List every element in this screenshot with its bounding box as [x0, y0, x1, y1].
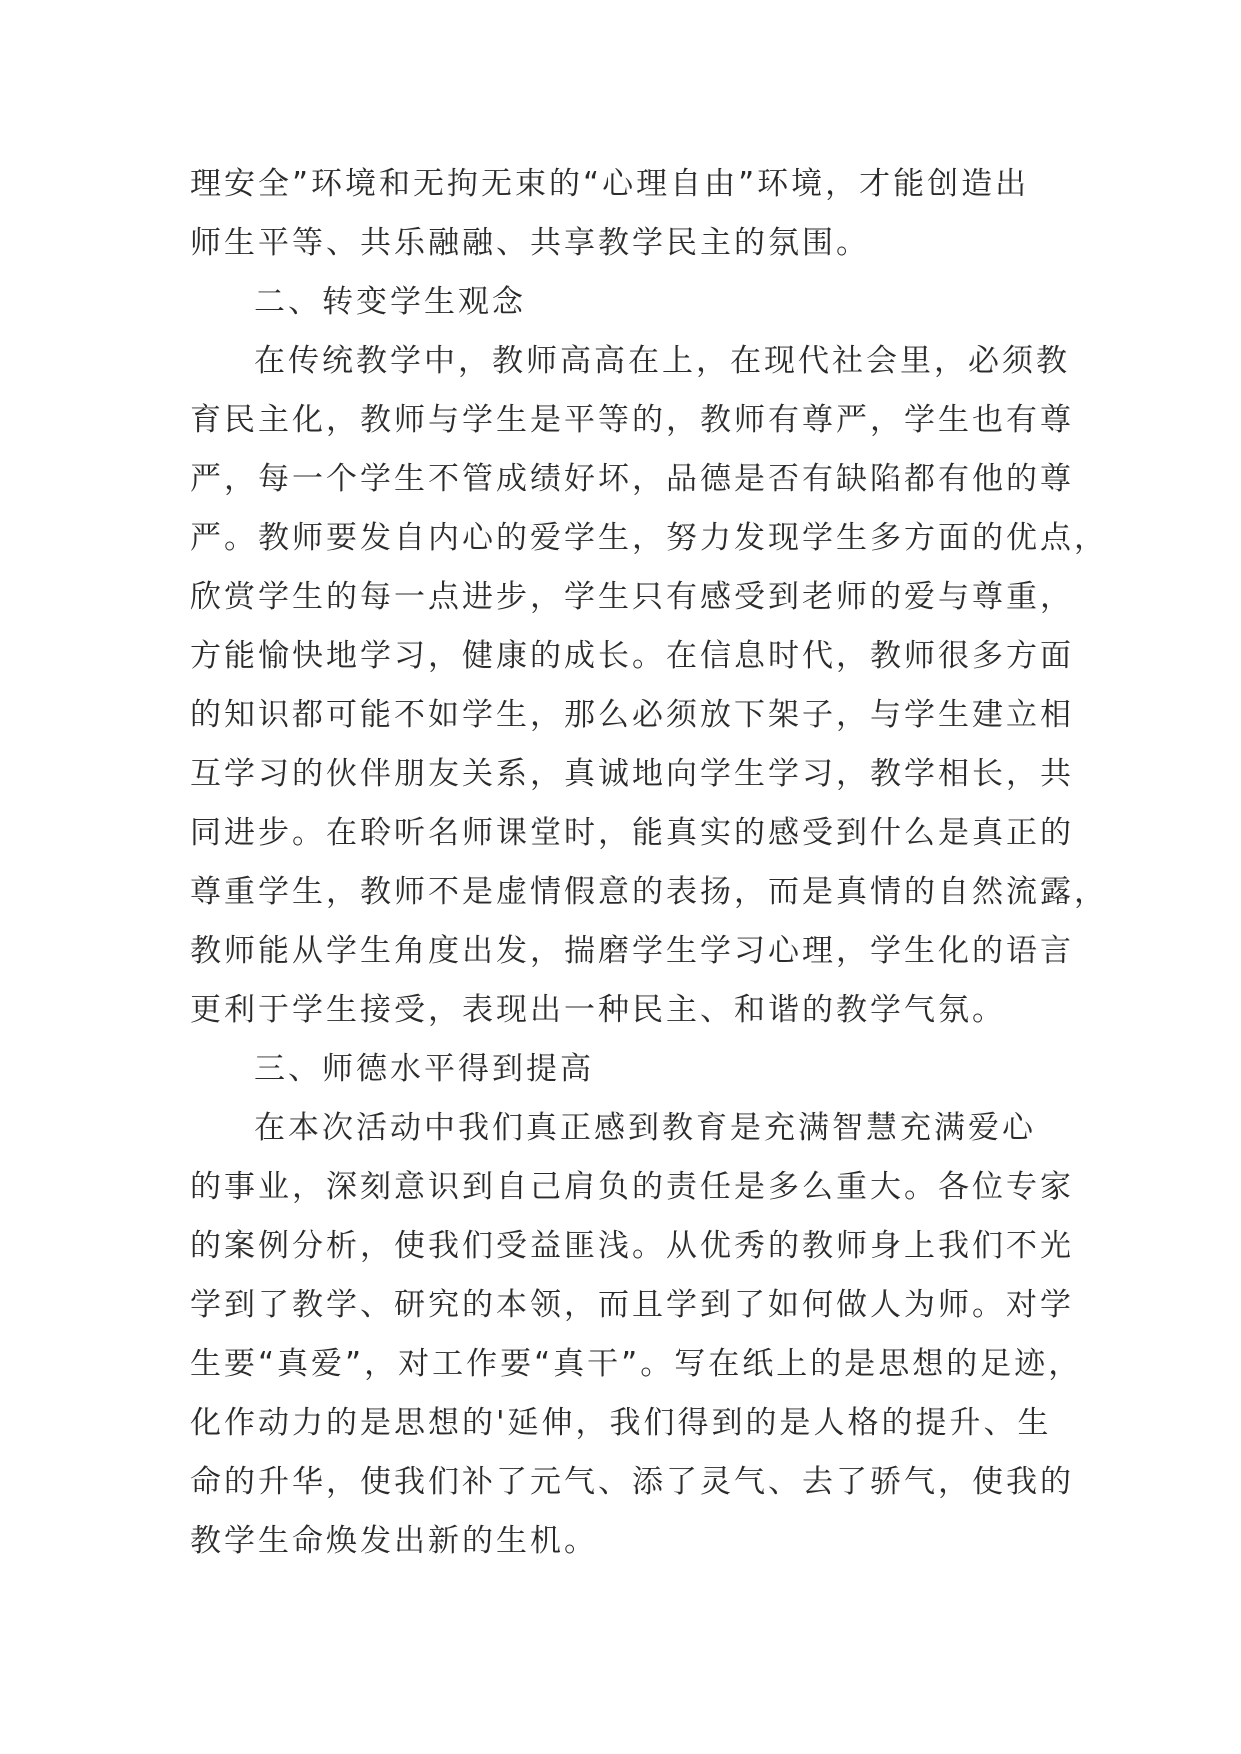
- text-line: 化作动力的是思想的'延伸，我们得到的是人格的提升、生: [190, 1405, 1052, 1441]
- text-line: 互学习的伙伴朋友关系，真诚地向学生学习，教学相长，共: [190, 756, 1074, 792]
- text-line: 的事业，深刻意识到自己肩负的责任是多么重大。各位专家: [190, 1169, 1074, 1205]
- text-line: 师生平等、共乐融融、共享教学民主的氛围。: [190, 225, 870, 261]
- text-line: 命的升华，使我们补了元气、添了灵气、去了骄气，使我的: [190, 1464, 1074, 1500]
- text-line: 三、师德水平得到提高: [254, 1051, 594, 1087]
- text-line: 在本次活动中我们真正感到教育是充满智慧充满爱心: [254, 1110, 1036, 1146]
- text-line: 育民主化，教师与学生是平等的，教师有尊严，学生也有尊: [190, 402, 1074, 438]
- text-line: 严，每一个学生不管成绩好坏，品德是否有缺陷都有他的尊: [190, 461, 1074, 497]
- text-line: 教学生命焕发出新的生机。: [190, 1523, 598, 1559]
- text-line: 学到了教学、研究的本领，而且学到了如何做人为师。对学: [190, 1287, 1074, 1323]
- text-line: 严。教师要发自内心的爱学生，努力发现学生多方面的优点，: [190, 520, 1108, 556]
- text-line: 欣赏学生的每一点进步，学生只有感受到老师的爱与尊重，: [190, 579, 1074, 615]
- document-body: [190, 155, 1108, 1571]
- text-line: 的知识都可能不如学生，那么必须放下架子，与学生建立相: [190, 697, 1074, 733]
- text-line: 理安全”环境和无拘无束的“心理自由”环境，才能创造出: [190, 166, 1030, 202]
- text-line: 更利于学生接受，表现出一种民主、和谐的教学气氛。: [190, 992, 1006, 1028]
- text-line: 生要“真爱”，对工作要“真干”。写在纸上的是思想的足迹，: [190, 1346, 1083, 1382]
- text-line: 在传统教学中，教师高高在上，在现代社会里，必须教: [254, 343, 1070, 379]
- text-line: 的案例分析，使我们受益匪浅。从优秀的教师身上我们不光: [190, 1228, 1074, 1264]
- text-line: 尊重学生，教师不是虚情假意的表扬，而是真情的自然流露，: [190, 874, 1108, 910]
- text-line: 教师能从学生角度出发，揣磨学生学习心理，学生化的语言: [190, 933, 1074, 969]
- text-line: 同进步。在聆听名师课堂时，能真实的感受到什么是真正的: [190, 815, 1074, 851]
- text-line: 方能愉快地学习，健康的成长。在信息时代，教师很多方面: [190, 638, 1074, 674]
- text-line: 二、转变学生观念: [254, 284, 526, 320]
